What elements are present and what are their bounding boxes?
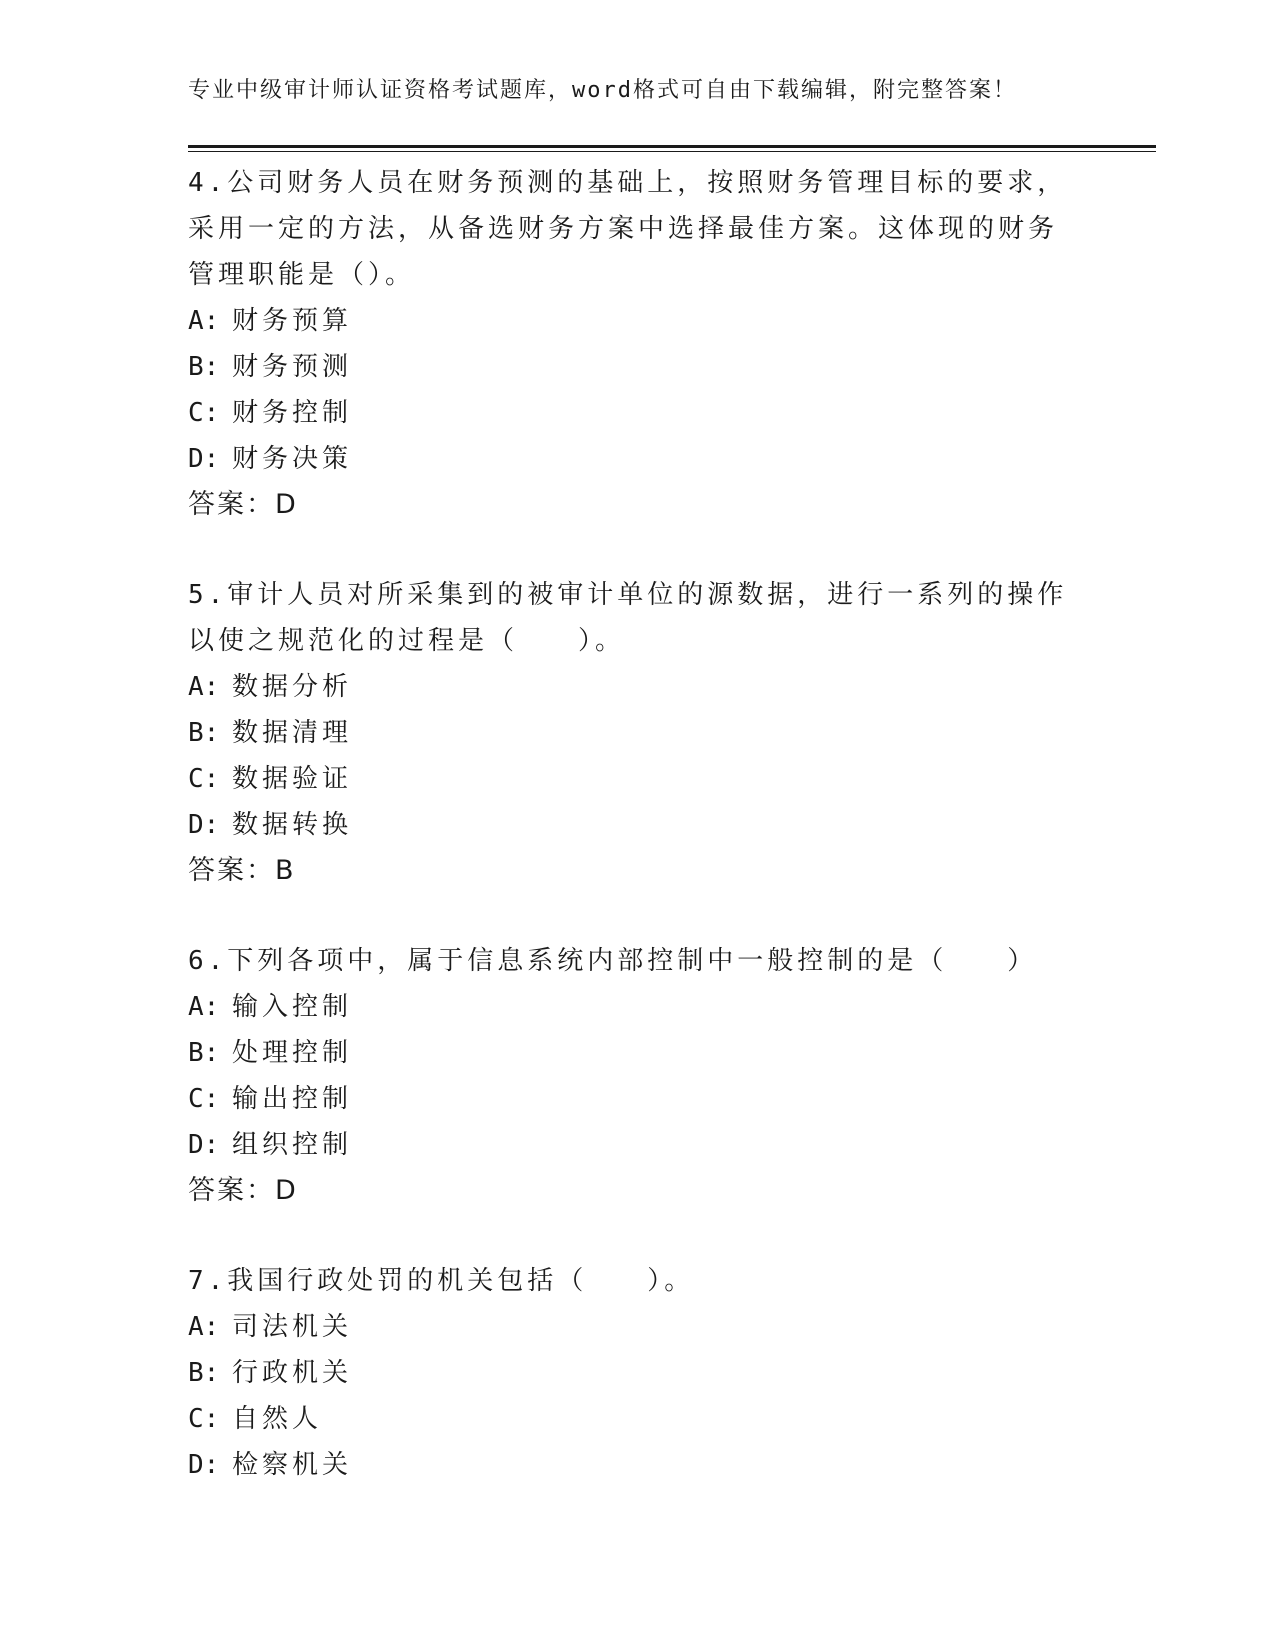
question-4 <box>188 160 1068 528</box>
option-b <box>188 710 1068 756</box>
option-c <box>188 390 1068 436</box>
option-key: A: <box>188 1312 220 1342</box>
question-6 <box>188 938 1068 1214</box>
option-a <box>188 664 1068 710</box>
option-c <box>188 1396 1068 1442</box>
option-b <box>188 1030 1068 1076</box>
page-header: 专业中级审计师认证资格考试题库，word格式可自由下载编辑，附完整答案！ <box>188 78 1017 103</box>
option-key: D: <box>188 444 220 474</box>
option-b <box>188 1350 1068 1396</box>
header-divider-thick <box>188 145 1156 148</box>
option-key: A: <box>188 992 220 1022</box>
option-text: 财务控制 <box>232 398 353 428</box>
option-c <box>188 1076 1068 1122</box>
option-key: C: <box>188 398 220 428</box>
option-text: 数据转换 <box>232 810 353 840</box>
option-text: 输出控制 <box>232 1084 353 1114</box>
option-key: C: <box>188 764 220 794</box>
option-b <box>188 344 1068 390</box>
option-text: 行政机关 <box>232 1358 353 1388</box>
header-divider-thin <box>188 151 1156 152</box>
option-a <box>188 298 1068 344</box>
option-key: D: <box>188 810 220 840</box>
option-d <box>188 436 1068 482</box>
option-text: 财务预测 <box>232 352 353 382</box>
option-key: D: <box>188 1450 220 1480</box>
option-d <box>188 1122 1068 1168</box>
option-key: B: <box>188 1038 220 1068</box>
answer-label: 答案：D <box>188 1175 298 1206</box>
answer-label: 答案：D <box>188 489 298 520</box>
option-d <box>188 1442 1068 1488</box>
option-text: 数据分析 <box>232 672 353 702</box>
option-text: 司法机关 <box>232 1312 353 1342</box>
option-text: 自然人 <box>232 1404 323 1434</box>
option-text: 检察机关 <box>232 1450 353 1480</box>
option-a <box>188 984 1068 1030</box>
question-7 <box>188 1258 1068 1488</box>
option-text: 财务预算 <box>232 306 353 336</box>
option-c <box>188 756 1068 802</box>
option-key: A: <box>188 306 220 336</box>
option-key: C: <box>188 1404 220 1434</box>
option-key: B: <box>188 718 220 748</box>
option-d <box>188 802 1068 848</box>
question-list <box>188 160 1068 1488</box>
option-text: 输入控制 <box>232 992 353 1022</box>
option-text: 数据验证 <box>232 764 353 794</box>
question-stem: 7.我国行政处罚的机关包括（ ）。 <box>188 1266 695 1296</box>
option-text: 数据清理 <box>232 718 353 748</box>
question-stem: 6.下列各项中，属于信息系统内部控制中一般控制的是（ ） <box>188 946 1038 976</box>
option-text: 处理控制 <box>232 1038 353 1068</box>
option-text: 财务决策 <box>232 444 353 474</box>
option-key: A: <box>188 672 220 702</box>
question-stem: 5.审计人员对所采集到的被审计单位的源数据，进行一系列的操作以使之规范化的过程是（ ）。 <box>188 580 1068 656</box>
option-text: 组织控制 <box>232 1130 353 1160</box>
option-key: B: <box>188 352 220 382</box>
option-key: D: <box>188 1130 220 1160</box>
option-key: B: <box>188 1358 220 1388</box>
option-key: C: <box>188 1084 220 1114</box>
option-a <box>188 1304 1068 1350</box>
question-stem: 4.公司财务人员在财务预测的基础上，按照财务管理目标的要求，采用一定的方法，从备选财务方案中选择最佳方案。这体现的财务管理职能是（）。 <box>188 168 1068 290</box>
answer-label: 答案：B <box>188 855 296 886</box>
question-5 <box>188 572 1068 894</box>
